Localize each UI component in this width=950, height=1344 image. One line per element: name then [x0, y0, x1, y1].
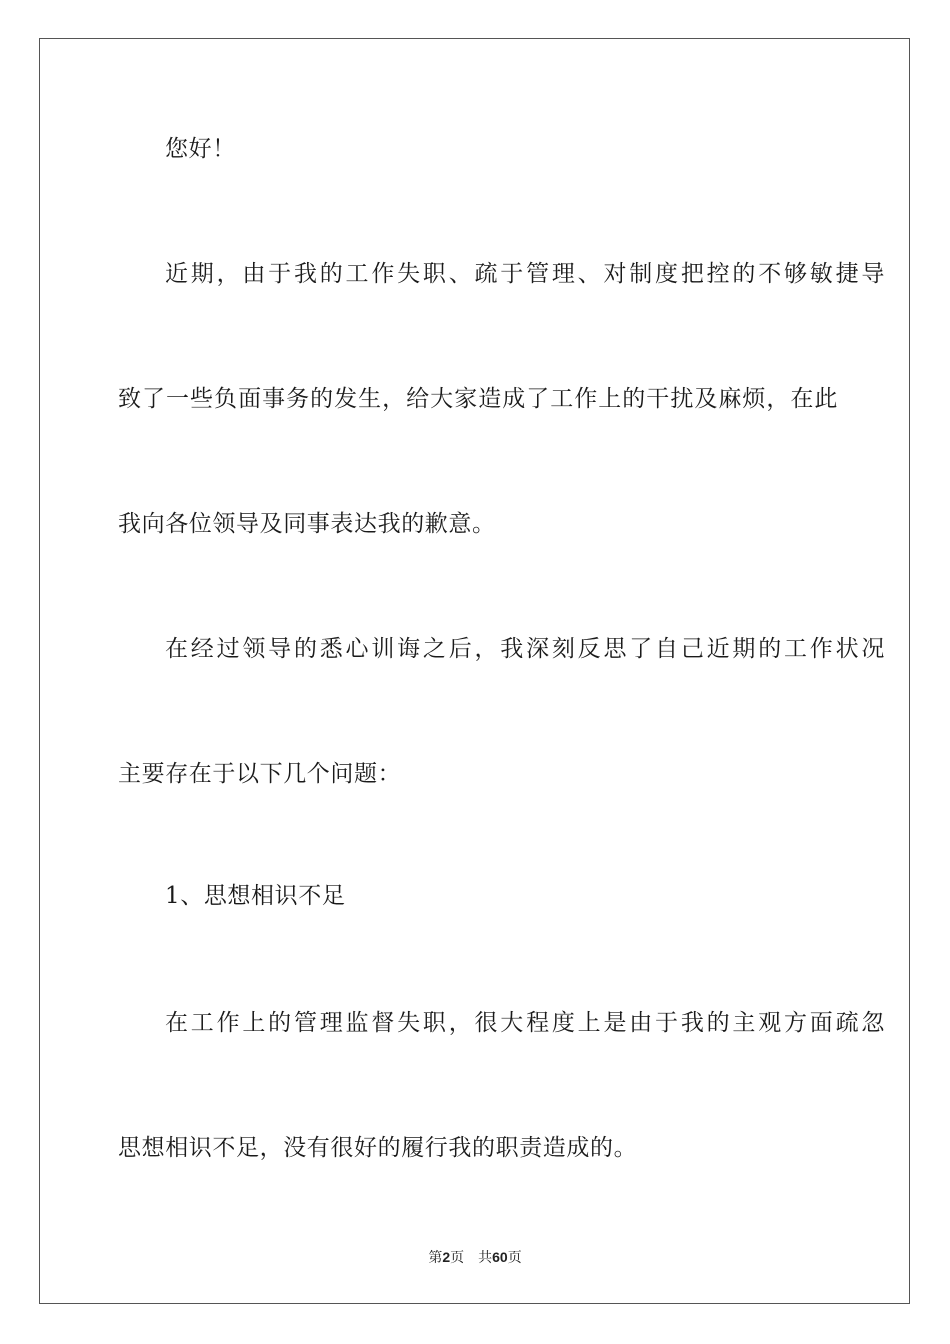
- paragraph-line: 近期，由于我的工作失职、疏于管理、对制度把控的不够敏捷导: [165, 261, 885, 287]
- page-label-suffix: 页: [450, 1250, 465, 1266]
- page-border: [39, 38, 910, 1304]
- page-number: 2: [442, 1249, 451, 1265]
- page-label-prefix: 第: [428, 1250, 443, 1266]
- paragraph-line: 我向各位领导及同事表达我的歉意。: [118, 511, 496, 537]
- total-pages: 60: [492, 1249, 508, 1265]
- paragraph-line: 主要存在于以下几个问题：: [118, 761, 402, 787]
- page-footer: [0, 1247, 950, 1267]
- greeting-line: 您好！: [165, 136, 236, 162]
- paragraph-line: 在经过领导的悉心训诲之后，我深刻反思了自己近期的工作状况: [165, 636, 885, 662]
- paragraph-line: 在工作上的管理监督失职，很大程度上是由于我的主观方面疏忽: [165, 1010, 885, 1036]
- total-label-prefix: 共: [478, 1250, 493, 1266]
- total-label-suffix: 页: [507, 1250, 522, 1266]
- section-heading: 1、思想相识不足: [165, 883, 346, 909]
- paragraph-line: 思想相识不足，没有很好的履行我的职责造成的。: [118, 1135, 638, 1161]
- paragraph-line: 致了一些负面事务的发生，给大家造成了工作上的干扰及麻烦，在此: [118, 386, 838, 412]
